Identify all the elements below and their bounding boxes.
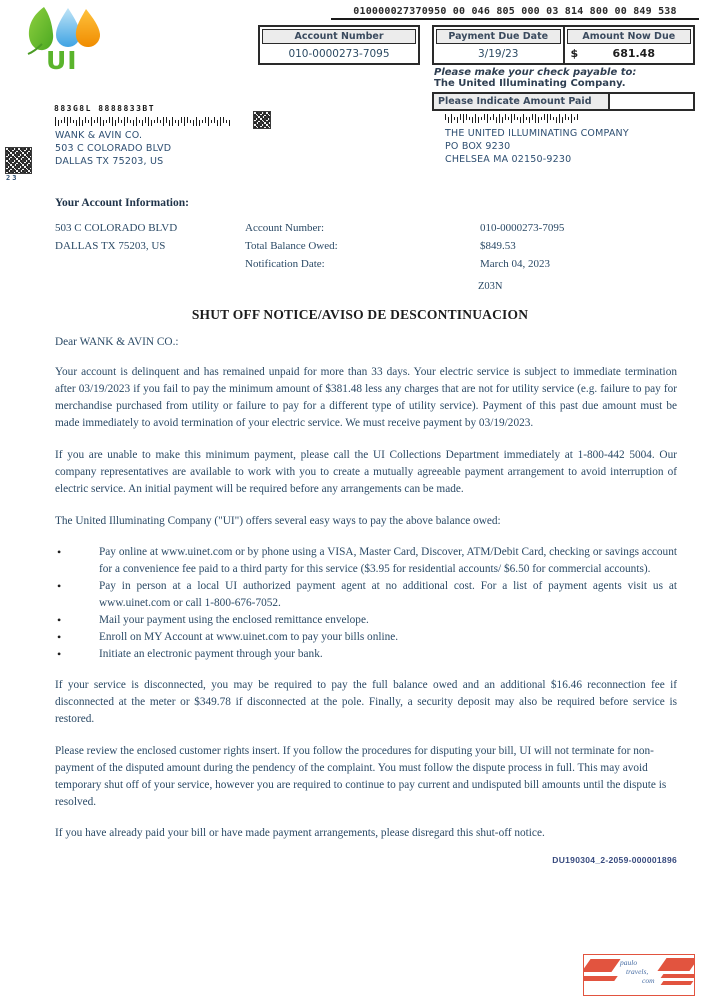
company-address-block (445, 127, 629, 166)
document-code: DU190304_2-2059-000001896 (552, 855, 677, 865)
datamatrix-code-left-margin (5, 147, 32, 174)
balance-owed-row-value: $849.53 (480, 240, 516, 252)
watermark-text-line1: paulo (620, 958, 638, 967)
list-item: • Enroll on MY Account at www.uinet.com to pay your bills online. (55, 629, 677, 646)
paragraph-disregard: If you have already paid your bill or have made payment arrangements, please disregard this shut-off notice. (55, 827, 545, 839)
notification-date-row-label: Notification Date: (245, 258, 325, 270)
account-info-heading: Your Account Information: (55, 197, 189, 209)
paragraph-dispute: Please review the enclosed customer rights insert. If you follow the procedures for disputing your bill, UI will not terminate for non-payment of the disputed amount during the pendency of the complaint. You must follow the dispute process in full. This may avoid temporary shut off of your service, however you are required to continue to pay current and undisputed bill amounts until the dispute is resolved. (55, 745, 667, 808)
account-number-row-value: 010-0000273-7095 (480, 222, 565, 234)
check-payable-instruction: Please make your check payable to: (434, 67, 637, 78)
notice-title: SHUT OFF NOTICE/AVISO DE DESCONTINUACION (191, 307, 529, 322)
list-item: • Initiate an electronic payment through your bank. (55, 646, 677, 663)
datamatrix-caption: 23 (6, 174, 19, 182)
payment-due-date-label: Payment Due Date (436, 29, 561, 44)
payment-summary-box (432, 25, 695, 65)
mail-sort-code: 883G8L 8888833BT (54, 104, 156, 113)
amount-now-due-label: Amount Now Due (567, 29, 692, 44)
list-item: • Pay online at www.uinet.com or by phone using a VISA, Master Card, Discover, ATM/Debit Card, checking or savings account for a convenience fee paid to a third party for this service ($3.95 for residential accounts/ $6.50 for commercial accounts). (55, 544, 677, 578)
service-address-column (55, 219, 177, 255)
payment-options-list (55, 544, 677, 663)
company-po-box: PO BOX 9230 (445, 141, 511, 152)
watermark-text-line3: com (642, 976, 655, 985)
list-item: • Pay in person at a local UI authorized payment agent at no additional cost. For a list of payment agents visit us at www.uinet.com or call 1-800-676-7052. (55, 578, 677, 612)
recipient-name: WANK & AVIN CO. (55, 130, 143, 141)
check-payable-note (434, 67, 636, 89)
datamatrix-code-small (253, 111, 271, 129)
watermark-stripe (657, 958, 695, 971)
amount-now-due-value: 681.48 (612, 47, 655, 60)
account-number-value: 010-0000273-7095 (288, 48, 390, 60)
account-number-row-label: Account Number: (245, 222, 325, 234)
ui-company-logo (24, 6, 104, 82)
amount-paid-blank-field (610, 94, 693, 109)
watermark-stripe (583, 959, 621, 972)
payment-due-column (434, 27, 563, 63)
form-code: Z03N (478, 281, 503, 292)
logo-text: UI (46, 46, 78, 75)
recipient-address-block (55, 129, 171, 168)
salutation: Dear WANK & AVIN CO.: (55, 336, 179, 348)
notification-date-row-value: March 04, 2023 (480, 258, 550, 270)
remittance-ocr-line: 010000027370950 00 046 805 000 03 814 800 00 849 538 (331, 6, 699, 20)
recipient-city: DALLAS TX 75203, US (55, 156, 164, 167)
account-number-box (258, 25, 420, 65)
check-payable-company: The United Illuminating Company. (434, 78, 626, 89)
watermark-stripe (661, 981, 694, 985)
watermark-text-line2: travels, (626, 967, 649, 976)
paragraph-disconnect: If your service is disconnected, you may be required to pay the full balance owed and an additional $16.46 reconnection fee if disconnected at the meter or $349.78 if disconnected at the pole. Finally, a security deposit may also be required before service is restored. (55, 679, 677, 725)
notice-body (55, 334, 677, 869)
list-item: • Mail your payment using the enclosed remittance envelope. (55, 612, 677, 629)
account-info-values-column (480, 219, 564, 273)
recipient-postal-barcode (55, 117, 232, 126)
balance-owed-row-label: Total Balance Owed: (245, 240, 338, 252)
service-address-line1: 503 C COLORADO BLVD (55, 222, 178, 234)
amount-now-due-value-row (565, 46, 694, 62)
payment-due-date-value: 3/19/23 (478, 48, 519, 60)
company-city: CHELSEA MA 02150-9230 (445, 154, 572, 165)
account-number-label: Account Number (262, 29, 416, 44)
company-name: THE UNITED ILLUMINATING COMPANY (445, 128, 629, 139)
amount-paid-label: Please Indicate Amount Paid (434, 94, 610, 109)
account-info-labels-column (245, 219, 338, 273)
paulo-travels-watermark (583, 954, 695, 996)
currency-symbol: $ (570, 47, 579, 60)
watermark-stripe (583, 976, 618, 981)
paragraph-delinquent: Your account is delinquent and has remained unpaid for more than 33 days. Your electric service is subject to immediate termination after 03/19/2023 if you fail to pay the minimum amount of $381.48 less any charges that are not for utility service (e.g. failure to pay for merchandise purchased from utility or failure to pay for a different type of utility service). Payment of this past due amount must be made immediately to avoid termination of your electric service. We must receive payment by 03/19/2023. (55, 366, 677, 429)
amount-now-due-column (563, 27, 694, 63)
watermark-stripe (661, 974, 695, 978)
amount-paid-box (432, 92, 695, 111)
recipient-street: 503 C COLORADO BLVD (55, 143, 172, 154)
paragraph-ways-intro: The United Illuminating Company ("UI") offers several easy ways to pay the above balance owed: (55, 515, 501, 527)
service-address-line2: DALLAS TX 75203, US (55, 240, 166, 252)
paragraph-collections: If you are unable to make this minimum payment, please call the UI Collections Department immediately at 1-800-442 5004. Our company representatives are available to work with you to create a mutually agreeable payment arrangement to avoid interruption of electric service. An initial payment will be required before any arrangements can be made. (55, 449, 677, 495)
company-postal-barcode (445, 114, 580, 123)
